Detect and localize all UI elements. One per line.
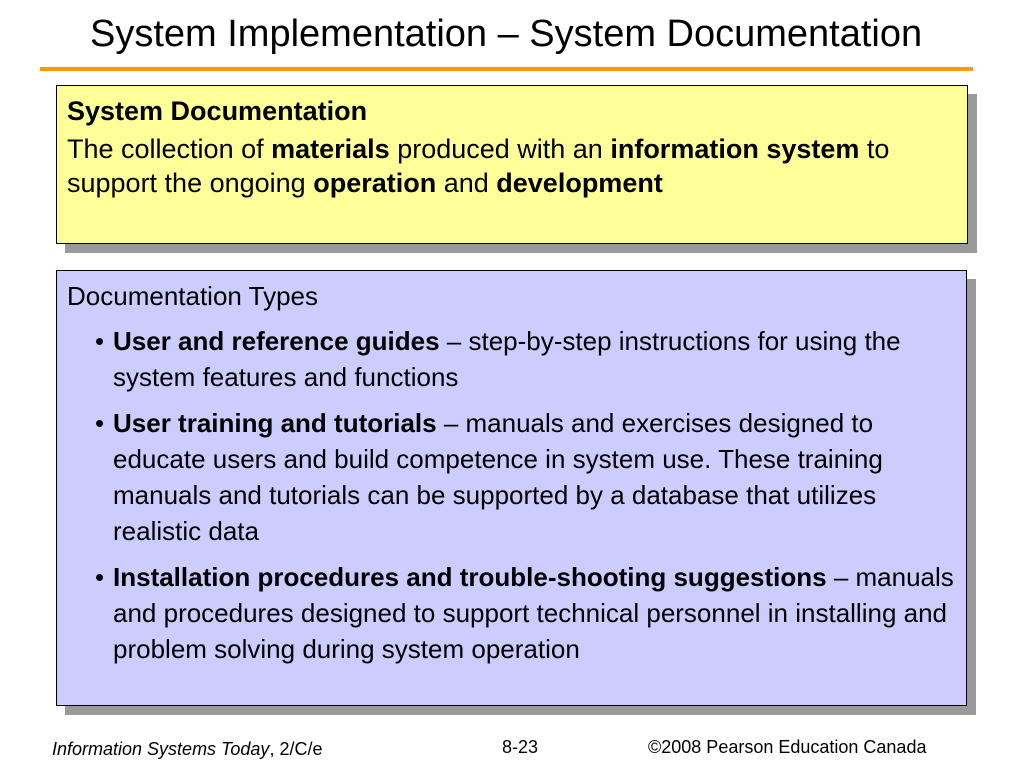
definition-text-part: The collection of [67,134,272,164]
documentation-types-box [56,270,967,706]
item-description: – step-by-step instructions for using the system features and functions [113,326,901,392]
definition-keyword-operation: operation [313,168,437,198]
slide-title: System Implementation – System Documentation [90,13,923,55]
footer-book-title [52,739,322,760]
definition-keyword-information-system: information system [610,134,860,164]
list-item [67,405,956,549]
footer-edition: , 2/C/e [269,739,323,759]
item-term: User training and tutorials [113,408,437,438]
bullet-icon: • [95,408,105,438]
definition-keyword-materials: materials [271,134,390,164]
documentation-types-list [67,323,956,667]
footer-copyright: ©2008 Pearson Education Canada [648,737,927,757]
list-item [67,559,956,667]
item-description: – manuals and exercises designed to educate users and build competence in system use. These training manuals and tutorials can be supported by a database that utilizes realistic data [113,408,883,546]
definition-box [56,85,968,244]
definition-keyword-development: development [496,168,663,198]
item-description: – manuals and procedures designed to support technical personnel in installing and problem solving during system operation [113,562,954,664]
definition-text-part: produced with an [389,134,611,164]
title-divider [40,67,973,71]
definition-text-part: and [436,168,497,198]
definition-text-part: to support the ongoing [67,134,890,198]
definition-heading: System Documentation [67,96,368,126]
item-term: Installation procedures and trouble-shooting suggestions [113,562,827,592]
bullet-icon: • [95,562,105,592]
footer-book-name: Information Systems Today [52,739,270,759]
bullet-icon: • [95,326,105,356]
item-term: User and reference guides [113,326,440,356]
list-item [67,323,956,395]
footer-page-number: 8-23 [502,737,539,757]
definition-text [67,132,957,200]
documentation-types-heading: Documentation Types [67,281,318,311]
